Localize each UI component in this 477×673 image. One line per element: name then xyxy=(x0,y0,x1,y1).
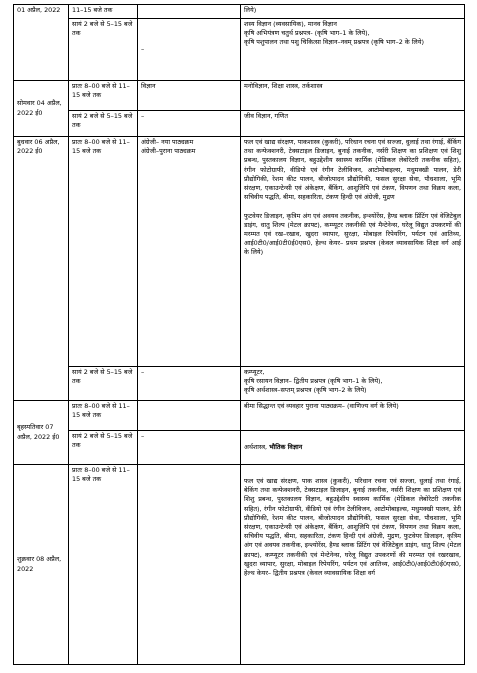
paper-cell: विज्ञान xyxy=(138,81,241,111)
paper-cell: – xyxy=(138,19,241,81)
paper-cell xyxy=(138,401,241,431)
subject-cell: शस्य विज्ञान (व्यवसायिक), मानव विज्ञान कृषि अभियंत्रण चतुर्थ प्रश्नपत्र- (कृषि भाग–1 के लिये), कृषि पशुपालन तथा पशु चिकित्सा विज्ञान–नवम् प्रश्नपत्र (कृषि भाग–2 के लिये) xyxy=(241,19,465,81)
subject-cell: कम्प्यूटर, कृषि रसायन विज्ञान– द्वितीय प्रश्नपत्र (कृषि भाग–1 के लिये), कृषि अर्थशास्त्र–सप्तम् प्रश्नपत्र (कृषि भाग–2 के लिये) xyxy=(241,367,465,401)
subject-cell xyxy=(241,431,465,465)
subject-bold-text: भौतिक विज्ञान xyxy=(269,442,303,451)
date-cell: शुक्रवार 08 अप्रैल, 2022 xyxy=(14,465,69,665)
subject-text: फल एवं खाद्य संरक्षण, पाक शास्त्र (कुकरी), परिधान रचना एवं सज्जा, धुलाई तथा रंगाई, बेकिंग तथा कन्फेक्शनरी, टेक्सटाइल डिजाइन, बुनाई तकनीक, नर्सरी शिक्षण का प्रशिक्षण एवं शिशु प्रबन्ध, पुस्तकालय विज्ञान, बहुउद्देशीय स्वास्थ्य कार्मिक (मेडिकल लेबोरेटरी तकनीक सहित), रंगीन फोटोग्राफी, वीडियो एवं रंगीन टेलीविजन, आटोमोबाइल्स, मधुमक्खी पालन, डेरी प्रौद्योगिकी, रेशम कीट पालन, बीजोत्पादन प्रौद्योगिकी, फसल सुरक्षा सेवा, पौधशाला, भूमि संरक्षण, एकाउन्टेन्सी एवं अंकेक्षण, बैंकिंग, आशुलिपि एवं टंकण, विपणन तथा विक्रय कला, सचिवीय पद्धति, बीमा, सहकारिता, टंकण हिन्दी एवं अंग्रेजी, मुद्रण, फुटवेयर डिजाइन, कृत्रिम अंग एवं अवयव तकनीक, इन्श्योरेंस, हैण्ड ब्लाक प्रिंटिंग एवं वेजिटेबुल डाइंग, धातु शिल्प (मेटल क्राफ्ट), कम्प्यूटर तकनीकी एवं मेन्टेनेन्स, घरेलू विद्युत उपकरणों की मरम्मत एवं रखरखाव, खुदरा व्यापार, सुरक्षा, मोबाइल रिपेयरिंग, पर्यटन एवं आतिथ्य, आई0टी0/आई0टी0ई0एस0, हेल्थ केयर– द्वितीय प्रश्नपत्र (केवल व्यावसायिक शिक्षा वर्ग xyxy=(244,477,461,578)
paper-cell xyxy=(138,465,241,665)
time-cell: प्रातः 8–00 बजे से 11–15 बजे तक xyxy=(69,81,138,111)
time-cell: प्रातः 8–00 बजे से 11–15 बजे तक xyxy=(69,465,138,665)
subject-cell xyxy=(241,465,465,665)
table-row xyxy=(14,367,465,401)
table-row xyxy=(14,81,465,111)
table-row xyxy=(14,19,465,81)
time-cell: 11–15 बजे तक xyxy=(69,5,138,19)
subject-cell: फल एवं खाद्य संरक्षण, पाकशास्त्र (कुकरी), परिधान रचना एवं सज्जा, धुलाई तथा रंगाई, बैंकिंग तथा कन्फेक्शनरी, टेक्सटाइल डिजाइन, बुनाई तकनीक, नर्सरी शिक्षण का प्रशिक्षण एवं शिशु प्रबन्ध, पुस्तकालय विज्ञान, बहुउद्देशीय स्वास्थ्य कार्मिक (मेडिकल लेबोरेटरी तकनीक सहित), रंगीन फोटोग्राफी, वीडियो एवं रंगीन टेलीविजन, आटोमोबाइल्स, मधुमक्खी पालन, डेरी प्रौद्योगिकी, रेशम कीट पालन, बीजोत्पादन प्रौद्योगिकी, फसल सुरक्षा सेवा, पौधशाला, भूमि संरक्षण, एकाउन्टेन्सी एवं अंकेक्षण, बैंकिंग, आशुलिपि एवं टंकण, विपणन तथा विक्रय कला, सचिवीय पद्धति, बीमा, सहकारिता, टंकण हिन्दी एवं अंग्रेजी, मुद्रण फुटवेयर डिजाइन, कृत्रिम अंग एवं अवयव तकनीक, इन्श्योरेंस, हैण्ड ब्लाक प्रिंटिंग एवं वेजिटेबुल डाइंग, धातु शिल्प (मेटल क्राफ्ट), कम्प्यूटर तकनीकी एवं मैन्टेनेन्स, घरेलू विद्युत उपकरणों की मरम्मत एवं रख–रखाव, खुदरा व्यापार, सुरक्षा, मोबाइल रिपेयरिंग, पर्यटन एवं आतिथ्य, आई0टी0/आई0टी0ई0एस0, हेल्थ केयर– प्रथम प्रश्नपत्र (केवल व्यावसायिक शिक्षा वर्ग आई के लिये) xyxy=(241,137,465,367)
subject-cell: जीव विज्ञान, गणित xyxy=(241,111,465,137)
time-cell: सायं 2 बजे से 5–15 बजे तक xyxy=(69,19,138,81)
subject-cell: बीमा सिद्धान्त एवं व्यवहार पुराना पाठ्यक्रम– (वाणिज्य वर्ग के लिये) xyxy=(241,401,465,431)
date-cell: 01 अप्रैल, 2022 xyxy=(14,5,69,81)
paper-cell: – xyxy=(138,367,241,401)
date-cell: बुधवार 06 अप्रैल, 2022 ई0 xyxy=(14,137,69,401)
table-row xyxy=(14,5,465,19)
date-cell: सोमवार 04 अप्रैल, 2022 ई0 xyxy=(14,81,69,137)
subject-text: अर्थशास्त्र, xyxy=(244,442,268,451)
paper-cell xyxy=(138,5,241,19)
paper-cell: अंग्रेजी– नया पाठ्यक्रम अंग्रेजी–पुराना पाठ्यक्रम xyxy=(138,137,241,367)
time-cell: सायं 2 बजे से 5–15 बजे तक xyxy=(69,367,138,401)
table-row xyxy=(14,111,465,137)
exam-schedule-table xyxy=(13,4,465,665)
time-cell: सायं 2 बजे से 5–15 बजे तक xyxy=(69,111,138,137)
date-cell: बृहस्पतिवार 07 अप्रैल, 2022 ई0 xyxy=(14,401,69,465)
time-cell: प्रातः 8–00 बजे से 11–15 बजे तक xyxy=(69,401,138,431)
table-row xyxy=(14,401,465,431)
subject-cell: मनोविज्ञान, शिक्षा शास्त्र, तर्कशास्त्र xyxy=(241,81,465,111)
table-row xyxy=(14,137,465,367)
table-row xyxy=(14,465,465,665)
time-cell: प्रातः 8–00 बजे से 11–15 बजे तक xyxy=(69,137,138,367)
subject-cell: लिये) xyxy=(241,5,465,19)
time-cell: सायं 2 बजे से 5–15 बजे तक xyxy=(69,431,138,465)
table-row xyxy=(14,431,465,465)
paper-cell: – xyxy=(138,431,241,465)
paper-cell: – xyxy=(138,111,241,137)
